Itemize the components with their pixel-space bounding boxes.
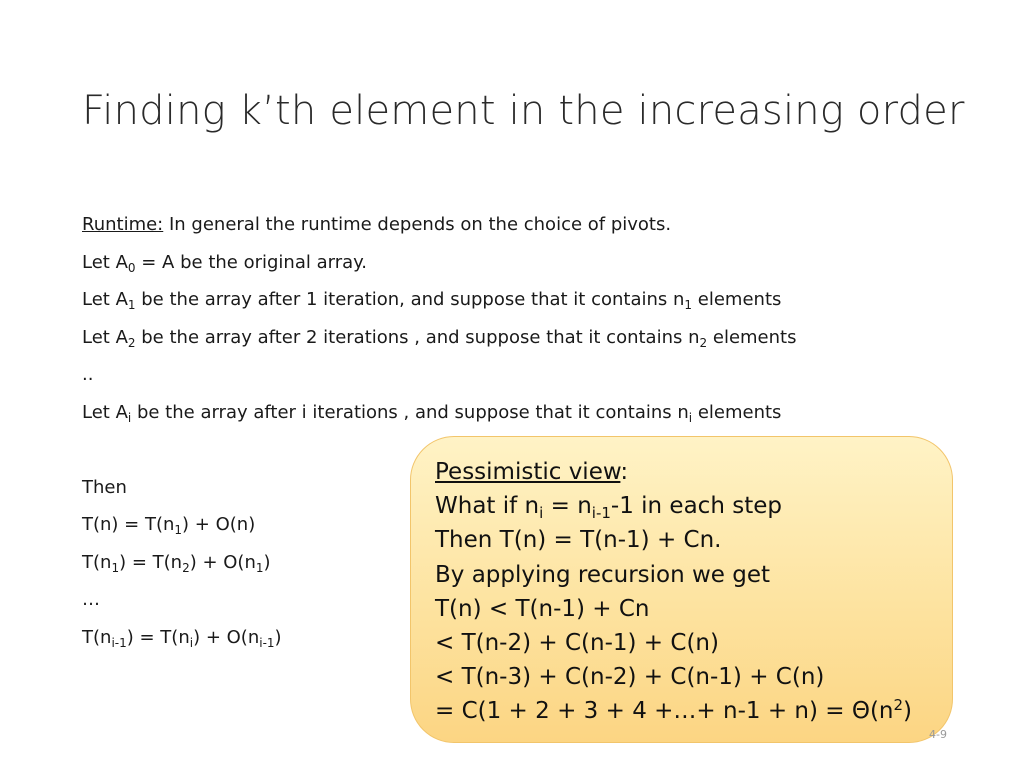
- text: be the array after 2 iterations , and suppose that it contains n: [135, 326, 700, 348]
- text: Let A: [82, 251, 128, 273]
- subscript: 2: [127, 335, 136, 350]
- callout-line-4: T(n) < T(n-1) + Cn: [435, 595, 650, 622]
- text: be the array after i iterations , and suppose that it contains n: [131, 401, 689, 423]
- callout-line-7: [435, 694, 912, 728]
- subscript: i-1: [111, 635, 127, 650]
- array-ai-line: [82, 394, 796, 432]
- text: ) + O(n): [182, 514, 256, 535]
- runtime-text: In general the runtime depends on the choice of pivots.: [163, 214, 672, 235]
- text: = C(1 + 2 + 3 + 4 +…+ n-1 + n) = Θ(n: [435, 698, 894, 725]
- text: ): [263, 551, 271, 573]
- subscript: i: [189, 635, 194, 650]
- subscript: i-1: [591, 504, 611, 523]
- pessimistic-view-callout: [410, 436, 953, 743]
- text: be the array after 1 iteration, and suppose that it contains n: [135, 289, 685, 310]
- subscript: 1: [684, 298, 693, 312]
- text: Let A: [82, 401, 128, 423]
- callout-heading: Pessimistic view: [435, 459, 621, 485]
- text: Let A: [82, 289, 128, 310]
- text: ) = T(n: [119, 551, 183, 573]
- text: T(n: [82, 626, 112, 648]
- callout-line-6: < T(n-3) + C(n-2) + C(n-1) + C(n): [435, 664, 825, 691]
- subscript: 1: [255, 560, 264, 575]
- slide-number: 4-9: [929, 728, 947, 741]
- text: -1 in each step: [610, 493, 782, 520]
- callout-line-3: By applying recursion we get: [435, 561, 771, 588]
- subscript: i: [688, 410, 693, 425]
- text: ) + O(n: [189, 551, 256, 573]
- subscript: i: [539, 504, 544, 523]
- text: = n: [543, 493, 592, 520]
- runtime-label: Runtime:: [82, 214, 164, 235]
- text: ): [274, 626, 282, 648]
- text: ): [903, 698, 913, 725]
- callout-line-5: < T(n-2) + C(n-1) + C(n): [435, 630, 719, 657]
- subscript: 2: [699, 335, 708, 350]
- subscript: 1: [111, 560, 120, 575]
- then-line: Then: [82, 476, 127, 498]
- callout-line-2: Then T(n) = T(n-1) + Cn.: [435, 527, 722, 554]
- text: elements: [692, 401, 782, 423]
- text: ) = T(n: [126, 626, 190, 648]
- text: T(n) = T(n: [82, 514, 175, 535]
- array-a2-line: [82, 319, 796, 357]
- subscript: i-1: [259, 635, 275, 650]
- subscript: i: [127, 410, 132, 425]
- dots-line: ..: [82, 364, 94, 385]
- callout-line-1: [435, 489, 912, 523]
- text: elements: [707, 326, 797, 348]
- superscript: 2: [893, 696, 904, 715]
- callout-text: [435, 455, 912, 729]
- runtime-line: [82, 206, 796, 244]
- slide-title: Finding k’th element in the increasing order: [82, 88, 965, 134]
- text: = A be the original array.: [135, 251, 367, 273]
- text: :: [620, 459, 629, 485]
- array-a0-line: [82, 244, 796, 282]
- ellipsis-line: …: [82, 589, 100, 610]
- callout-heading-line: [435, 455, 912, 489]
- text: ) + O(n: [193, 626, 260, 648]
- subscript: 1: [127, 298, 136, 312]
- text: Let A: [82, 326, 128, 348]
- text: elements: [692, 289, 782, 310]
- subscript: 1: [174, 523, 183, 537]
- text: What if n: [435, 493, 540, 520]
- array-a1-line: [82, 281, 796, 319]
- subscript: 0: [127, 260, 136, 275]
- subscript: 2: [182, 560, 190, 575]
- text: T(n: [82, 551, 112, 573]
